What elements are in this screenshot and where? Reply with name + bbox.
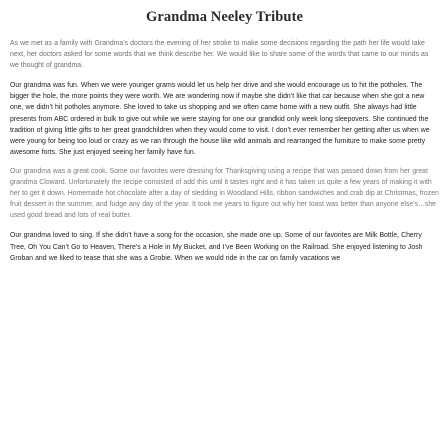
document-title: Grandma Neeley Tribute xyxy=(145,9,304,25)
paragraph-doctors: As we met as a family with Grandma’s doctors the evening of her stroke to make some decisions regarding the path her life would take next, her doctors asked for some words that we think describe her. We would like to share some of the words that came to our minds as we thought of grandma. xyxy=(10,40,429,70)
paragraph-cook: Our grandma was a great cook. Some our favorites were dressing for Thanksgiving using a recipe that was passed down from her great grandma Cloward. Unfortunately the recipe consisted of add this until it tastes right and it has taken us quite a few years of making it with her to get it down. Homemade hot chocolate after a day of sledding in Woodland Hills, ribbon sandwiches and crab dip at Christmas, frozen fruit dessert in the summer, and fudge any day of the year. It took me years to figure out why her toast was better than anyone else’s…she used good bread and lots of real butter. xyxy=(10,167,439,220)
paragraph-fun: Our grandma was fun. When we were younger grams would let us help her drive and she would encourage us to hit the potholes. The bigger the hole, the more points they were worth. We are wondering now if maybe she didn’t like that car because when she got a new one, we didn’t hit potholes anymore. She loved to take us shopping and we often came home with a new outfit. She always had little presents from ABC ordered in bulk to give out while we were staying for one our grandkid only week long sleepovers. She continued the tradition of giving little gifts to her great grandchildren when they would come to visit. I don’t ever remember her getting after us when we were young for being too loud or crazy as we ran through the house like wild animals and rearranged the furniture to make some pretty awesome forts. She just enjoyed seeing her family have fun. xyxy=(10,82,430,156)
paragraph-sing: Our grandma loved to sing. If she didn’t have a song for the occasion, she made one up. Some of our favorites are Milk Bottle, Cherry Tree, Oh You Can’t Go to Heaven, There’s a Hole in My Bucket, and I’ve Been Working on the Railroad. She enjoyed listening to Josh Groban and we liked to tease that she was a Grobie. When we would ride in the car on family vacations we xyxy=(10,232,423,262)
